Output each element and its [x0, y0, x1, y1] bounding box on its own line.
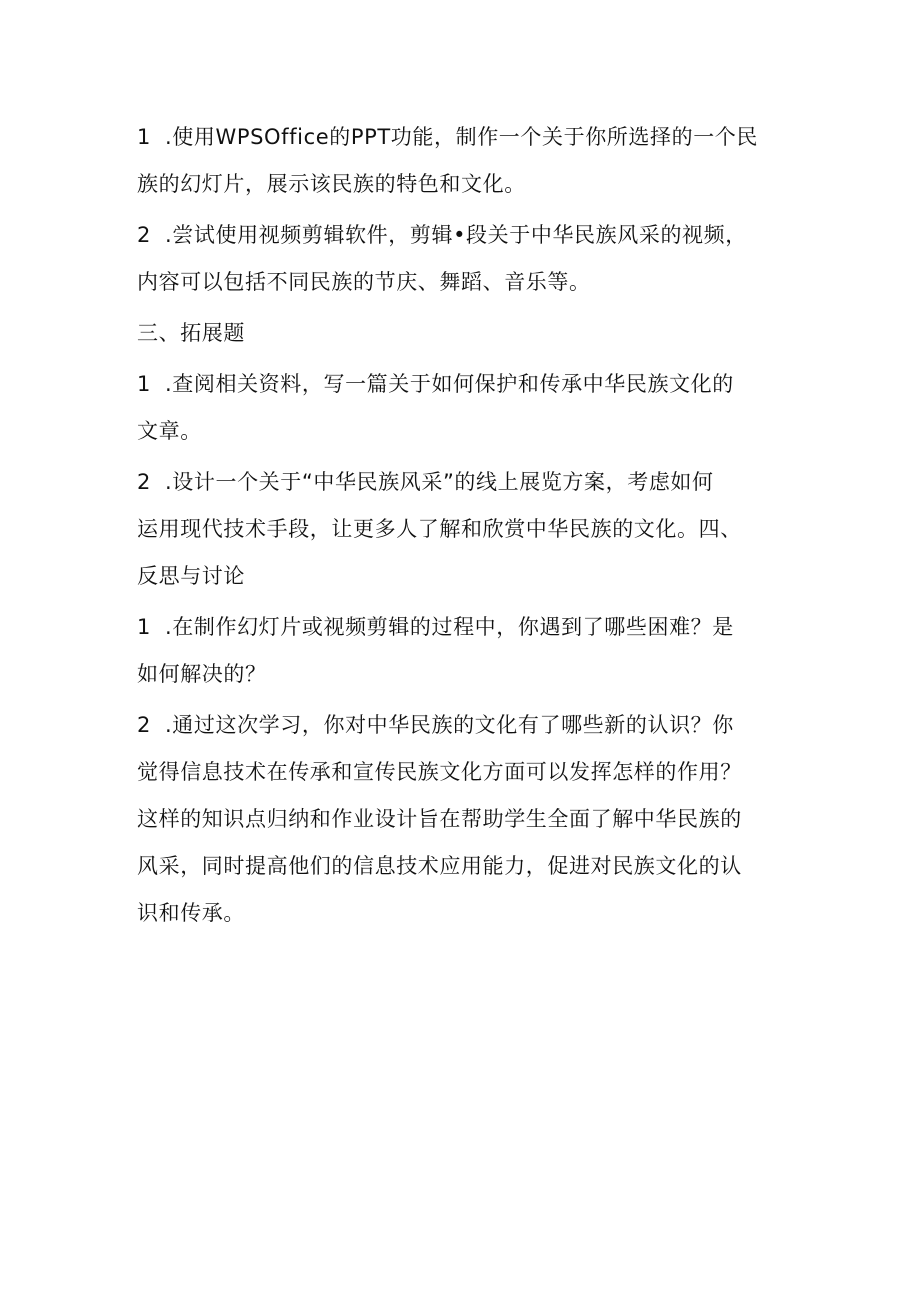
list-item [137, 604, 787, 698]
text-line: 三、拓展题 [137, 321, 245, 345]
item-number: 2 [137, 713, 151, 737]
list-item [137, 459, 787, 600]
item-number: 1 [137, 372, 151, 396]
text-line: .使用WPSOffice的PPT功能，制作一个关于你所选择的一个民 [165, 125, 759, 149]
section-heading [137, 310, 787, 357]
text-line: 内容可以包括不同民族的节庆、舞蹈、音乐等。 [137, 270, 591, 294]
text-line: 如何解决的？ [137, 662, 267, 686]
list-item [137, 702, 787, 937]
list-item [137, 212, 787, 306]
text-line: .在制作幻灯片或视频剪辑的过程中，你遇到了哪些困难？是 [165, 615, 734, 639]
item-number: 1 [137, 615, 151, 639]
text-line: .查阅相关资料，写一篇关于如何保护和传承中华民族文化的 [165, 372, 734, 396]
text-line: 这样的知识点归纳和作业设计旨在帮助学生全面了解中华民族的 [137, 807, 742, 831]
item-number: 1 [137, 125, 151, 149]
text-line: .通过这次学习，你对中华民族的文化有了哪些新的认识？你 [165, 713, 734, 737]
document-body [137, 114, 787, 941]
text-line: .设计一个关于“中华民族风采”的线上展览方案，考虑如何 [165, 470, 714, 494]
text-line: 运用现代技术手段，让更多人了解和欣赏中华民族的文化。四、 [137, 517, 742, 541]
text-line: 反思与讨论 [137, 564, 245, 588]
item-number: 2 [137, 470, 151, 494]
list-item [137, 114, 787, 208]
item-number: 2 [137, 223, 151, 247]
text-line: 风采，同时提高他们的信息技术应用能力，促进对民族文化的认 [137, 854, 742, 878]
text-line: .尝试使用视频剪辑软件，剪辑•段关于中华民族风采的视频， [165, 223, 747, 247]
text-line: 识和传承。 [137, 901, 245, 925]
text-line: 觉得信息技术在传承和宣传民族文化方面可以发挥怎样的作用？ [137, 760, 742, 784]
list-item [137, 361, 787, 455]
text-line: 族的幻灯片，展示该民族的特色和文化。 [137, 172, 526, 196]
text-line: 文章。 [137, 419, 202, 443]
